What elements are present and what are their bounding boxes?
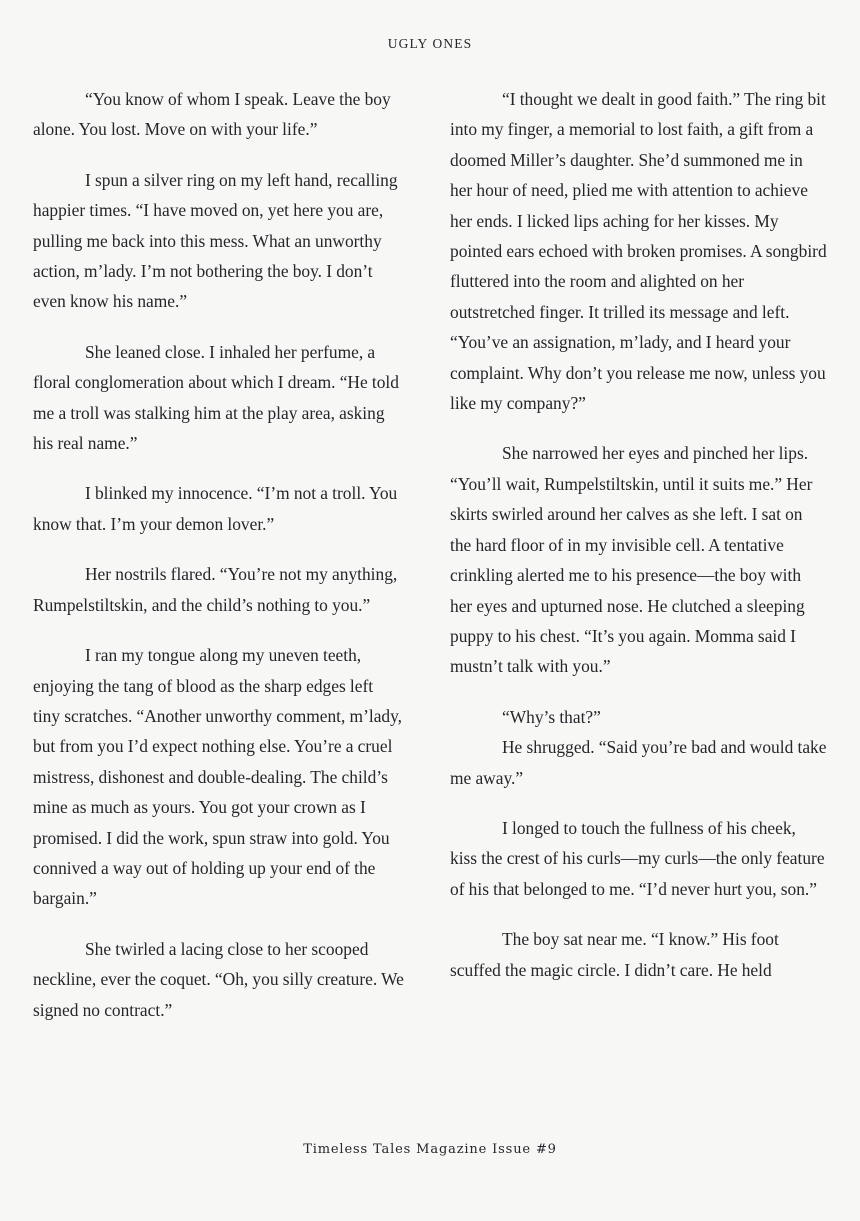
paragraph: He shrugged. “Said you’re bad and would take me away.” [450, 737, 827, 788]
paragraph: The boy sat near me. “I know.” His foot scuffed the magic circle. I didn’t care. He held [450, 929, 779, 980]
paragraph: Her nostrils flared. “You’re not my anything, Rumpelstiltskin, and the child’s nothing to you.” [33, 564, 398, 615]
paragraph: I longed to touch the fullness of his cheek, kiss the crest of his curls—my curls—the only feature of his that belonged to me. “I’d never hurt you, son.” [450, 817, 825, 899]
paragraph: “You know of whom I speak. Leave the boy alone. You lost. Move on with your life.” [33, 89, 391, 140]
running-head: UGLY ONES [387, 36, 473, 51]
paragraph: I ran my tongue along my uneven teeth, enjoying the tang of blood as the sharp edges left tiny scratches. “Another unworthy comment, m’lady, but from you I’d expect nothing else. You’re a cruel mistress, dishonest and double-dealing. The child’s mine as much as yours. You got your crown as I promised. I did the work, spun straw into gold. You connived a way out of holding up your end of the bargain.” [33, 645, 403, 909]
page-footer: Timeless Tales Magazine Issue #9 [303, 1142, 557, 1157]
paragraph: I blinked my innocence. “I’m not a troll. You know that. I’m your demon lover.” [33, 483, 398, 534]
text-column-left [33, 84, 404, 1025]
paragraph: “Why’s that?” [502, 706, 601, 727]
paragraph: She leaned close. I inhaled her perfume, a floral conglomeration about which I dream. “He told me a troll was stalking him at the play area, asking his real name.” [33, 341, 399, 454]
paragraph: She twirled a lacing close to her scooped neckline, ever the coquet. “Oh, you silly creature. We signed no contract.” [33, 938, 404, 1020]
paragraph: I spun a silver ring on my left hand, recalling happier times. “I have moved on, yet here you are, pulling me back into this mess. What an unworthy action, m’lady. I’m not bothering the boy. I don’t even know his name.” [33, 169, 398, 312]
paragraph: “I thought we dealt in good faith.” The ring bit into my finger, a memorial to lost faith, a gift from a doomed Miller’s daughter. She’d summoned me in her hour of need, plied me with attention to achieve her ends. I licked lips aching for her kisses. My pointed ears echoed with broken promises. A songbird fluttered into the room and alighted on her outstretched finger. It trilled its message and left. “You’ve an assignation, m’lady, and I heard your complaint. Why don’t you release me now, unless you like my company?” [450, 89, 827, 414]
body-columns [33, 84, 827, 1025]
paragraph: She narrowed her eyes and pinched her lips. “You’ll wait, Rumpelstiltskin, until it suits me.” Her skirts swirled around her calves as she left. I sat on the hard floor of in my invisible cell. A tentative crinkling alerted me to his presence—the boy with her eyes and upturned nose. He clutched a sleeping puppy to his chest. “It’s you again. Momma said I mustn’t talk with you.” [450, 443, 813, 677]
text-column-right [450, 84, 827, 985]
